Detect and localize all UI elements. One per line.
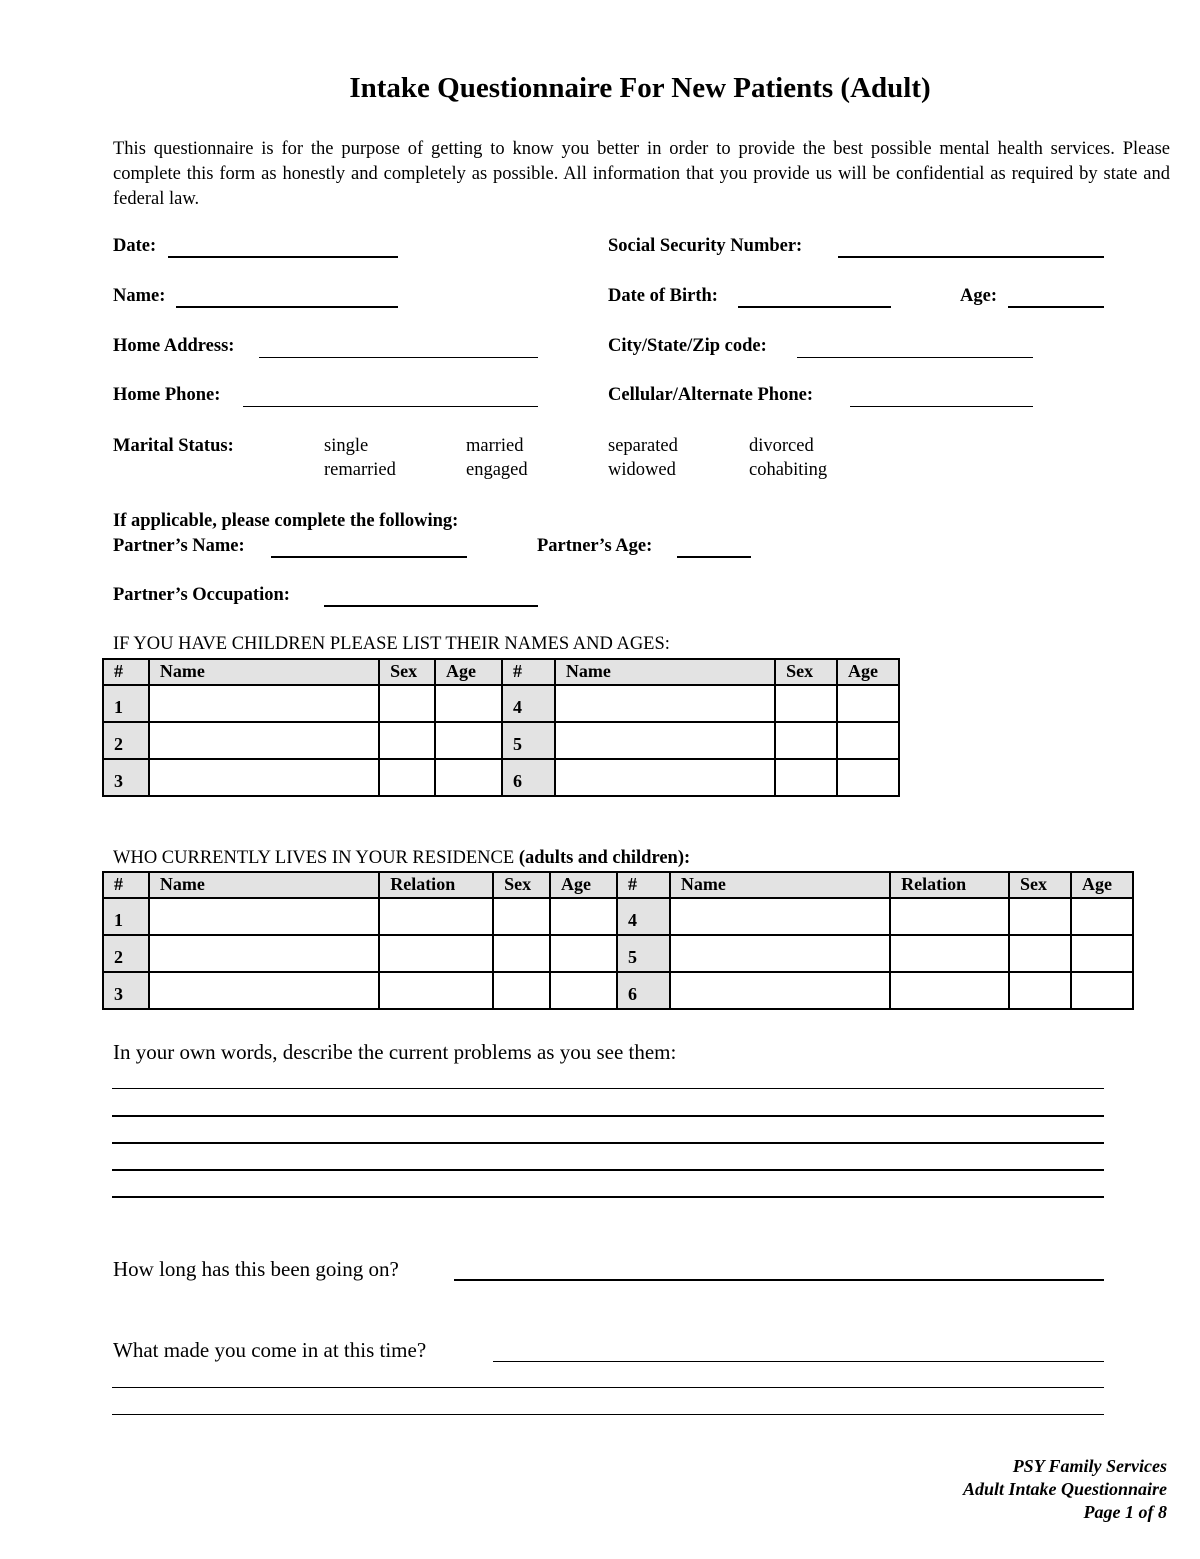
column-header: Name <box>149 872 379 898</box>
resident-sex-cell[interactable] <box>493 935 550 972</box>
how-long-answer-line[interactable] <box>454 1279 1104 1281</box>
resident-age-cell[interactable] <box>1071 898 1133 935</box>
partner-heading: If applicable, please complete the following: <box>113 511 459 531</box>
table-row <box>103 972 1133 1009</box>
child-name-cell[interactable] <box>149 685 379 722</box>
child-age-cell[interactable] <box>435 722 502 759</box>
child-age-cell[interactable] <box>435 685 502 722</box>
row-number: 1 <box>103 685 149 722</box>
table-row <box>103 685 899 722</box>
column-header: Name <box>670 872 890 898</box>
home-address-field[interactable] <box>259 357 538 358</box>
column-header: Name <box>149 659 379 685</box>
child-sex-cell[interactable] <box>379 759 435 796</box>
partner-age-field[interactable] <box>677 556 751 558</box>
children-heading: IF YOU HAVE CHILDREN PLEASE LIST THEIR NAMES AND AGES: <box>113 634 670 654</box>
row-number: 3 <box>103 972 149 1009</box>
column-header: Sex <box>775 659 837 685</box>
marital-option-single[interactable]: single <box>324 436 369 456</box>
row-number: 2 <box>103 722 149 759</box>
row-number: 2 <box>103 935 149 972</box>
child-name-cell[interactable] <box>555 685 775 722</box>
why-now-answer-line[interactable] <box>112 1387 1104 1388</box>
resident-age-cell[interactable] <box>1071 972 1133 1009</box>
resident-age-cell[interactable] <box>1071 935 1133 972</box>
column-header: Age <box>435 659 502 685</box>
column-header: Age <box>1071 872 1133 898</box>
resident-name-cell[interactable] <box>670 898 890 935</box>
row-number: 5 <box>617 935 670 972</box>
resident-relation-cell[interactable] <box>379 898 493 935</box>
ssn-field[interactable] <box>838 256 1104 258</box>
child-name-cell[interactable] <box>149 722 379 759</box>
dob-label: Date of Birth: <box>608 286 718 306</box>
resident-relation-cell[interactable] <box>379 972 493 1009</box>
column-header: Age <box>837 659 899 685</box>
resident-age-cell[interactable] <box>550 898 617 935</box>
partner-age-label: Partner’s Age: <box>537 536 653 556</box>
name-field[interactable] <box>176 306 398 308</box>
child-name-cell[interactable] <box>555 759 775 796</box>
marital-option-engaged[interactable]: engaged <box>466 460 528 480</box>
resident-sex-cell[interactable] <box>1009 898 1071 935</box>
marital-status-label: Marital Status: <box>113 436 234 456</box>
problems-answer-line[interactable] <box>112 1088 1104 1089</box>
name-label: Name: <box>113 286 166 306</box>
resident-relation-cell[interactable] <box>890 935 1009 972</box>
column-header: Sex <box>493 872 550 898</box>
footer-doc: Adult Intake Questionnaire <box>962 1479 1167 1499</box>
table-row <box>103 935 1133 972</box>
resident-sex-cell[interactable] <box>493 972 550 1009</box>
child-sex-cell[interactable] <box>379 722 435 759</box>
marital-option-married[interactable]: married <box>466 436 524 456</box>
city-state-zip-field[interactable] <box>797 357 1033 358</box>
date-label: Date: <box>113 236 157 256</box>
marital-option-divorced[interactable]: divorced <box>749 436 814 456</box>
column-header: Relation <box>379 872 493 898</box>
why-now-question: What made you come in at this time? <box>113 1338 427 1362</box>
marital-option-widowed[interactable]: widowed <box>608 460 676 480</box>
child-sex-cell[interactable] <box>775 759 837 796</box>
column-header: Sex <box>379 659 435 685</box>
row-number: 1 <box>103 898 149 935</box>
child-name-cell[interactable] <box>555 722 775 759</box>
resident-relation-cell[interactable] <box>890 972 1009 1009</box>
city-state-zip-label: City/State/Zip code: <box>608 336 767 356</box>
row-number: 4 <box>617 898 670 935</box>
age-field[interactable] <box>1008 306 1104 308</box>
resident-sex-cell[interactable] <box>1009 972 1071 1009</box>
partner-name-field[interactable] <box>271 556 467 558</box>
resident-sex-cell[interactable] <box>493 898 550 935</box>
problems-question: In your own words, describe the current problems as you see them: <box>113 1040 677 1064</box>
page-footer <box>963 1455 1167 1524</box>
column-header: Relation <box>890 872 1009 898</box>
child-sex-cell[interactable] <box>775 722 837 759</box>
resident-name-cell[interactable] <box>149 972 379 1009</box>
table-row <box>103 722 899 759</box>
home-phone-field[interactable] <box>243 406 538 407</box>
column-header: # <box>103 872 149 898</box>
table-row <box>103 759 899 796</box>
column-header: Sex <box>1009 872 1071 898</box>
problems-answer-line[interactable] <box>112 1115 1104 1117</box>
partner-occupation-label: Partner’s Occupation: <box>113 585 290 605</box>
residence-table-header <box>103 872 1133 898</box>
resident-relation-cell[interactable] <box>379 935 493 972</box>
residence-heading <box>113 848 690 869</box>
child-age-cell[interactable] <box>837 759 899 796</box>
problems-answer-line[interactable] <box>112 1142 1104 1144</box>
child-age-cell[interactable] <box>435 759 502 796</box>
home-address-label: Home Address: <box>113 336 235 356</box>
table-row <box>103 898 1133 935</box>
marital-option-separated[interactable]: separated <box>608 436 678 456</box>
footer-org: PSY Family Services <box>1012 1456 1167 1476</box>
child-sex-cell[interactable] <box>775 685 837 722</box>
child-age-cell[interactable] <box>837 722 899 759</box>
row-number: 6 <box>617 972 670 1009</box>
residence-heading-sub: (adults and children): <box>518 848 691 868</box>
why-now-answer-line[interactable] <box>493 1361 1104 1362</box>
date-field[interactable] <box>168 256 398 258</box>
footer-page: Page 1 of 8 <box>1083 1502 1167 1522</box>
resident-sex-cell[interactable] <box>1009 935 1071 972</box>
resident-name-cell[interactable] <box>149 898 379 935</box>
child-name-cell[interactable] <box>149 759 379 796</box>
intro-paragraph: This questionnaire is for the purpose of getting to know you better in order to provide the best possible mental health services. Please complete this form as honestly and completely as possible. All information that you provide us will be confidential as required by state and federal law. <box>113 139 1170 209</box>
row-number: 6 <box>502 759 555 796</box>
dob-field[interactable] <box>738 306 891 308</box>
resident-name-cell[interactable] <box>149 935 379 972</box>
partner-occupation-field[interactable] <box>324 605 538 607</box>
home-phone-label: Home Phone: <box>113 385 221 405</box>
row-number: 3 <box>103 759 149 796</box>
resident-age-cell[interactable] <box>550 935 617 972</box>
how-long-question: How long has this been going on? <box>113 1257 399 1281</box>
resident-relation-cell[interactable] <box>890 898 1009 935</box>
column-header: # <box>617 872 670 898</box>
row-number: 4 <box>502 685 555 722</box>
column-header: Age <box>550 872 617 898</box>
child-sex-cell[interactable] <box>379 685 435 722</box>
row-number: 5 <box>502 722 555 759</box>
cell-phone-field[interactable] <box>850 406 1033 407</box>
cell-phone-label: Cellular/Alternate Phone: <box>608 385 813 405</box>
resident-name-cell[interactable] <box>670 972 890 1009</box>
page-title: Intake Questionnaire For New Patients (Adult) <box>349 72 931 104</box>
resident-age-cell[interactable] <box>550 972 617 1009</box>
residence-table <box>102 871 1134 1010</box>
partner-name-label: Partner’s Name: <box>113 536 245 556</box>
column-header: Name <box>555 659 775 685</box>
problems-answer-line[interactable] <box>112 1196 1104 1198</box>
column-header: # <box>103 659 149 685</box>
column-header: # <box>502 659 555 685</box>
marital-option-remarried[interactable]: remarried <box>324 460 396 480</box>
problems-answer-line[interactable] <box>112 1169 1104 1171</box>
resident-name-cell[interactable] <box>670 935 890 972</box>
ssn-label: Social Security Number: <box>608 236 803 256</box>
marital-option-cohabiting[interactable]: cohabiting <box>749 460 828 480</box>
children-table <box>102 658 900 797</box>
child-age-cell[interactable] <box>837 685 899 722</box>
children-table-header <box>103 659 899 685</box>
why-now-answer-line[interactable] <box>112 1414 1104 1415</box>
residence-heading-main: WHO CURRENTLY LIVES IN YOUR RESIDENCE <box>113 848 515 868</box>
age-label: Age: <box>960 286 997 306</box>
